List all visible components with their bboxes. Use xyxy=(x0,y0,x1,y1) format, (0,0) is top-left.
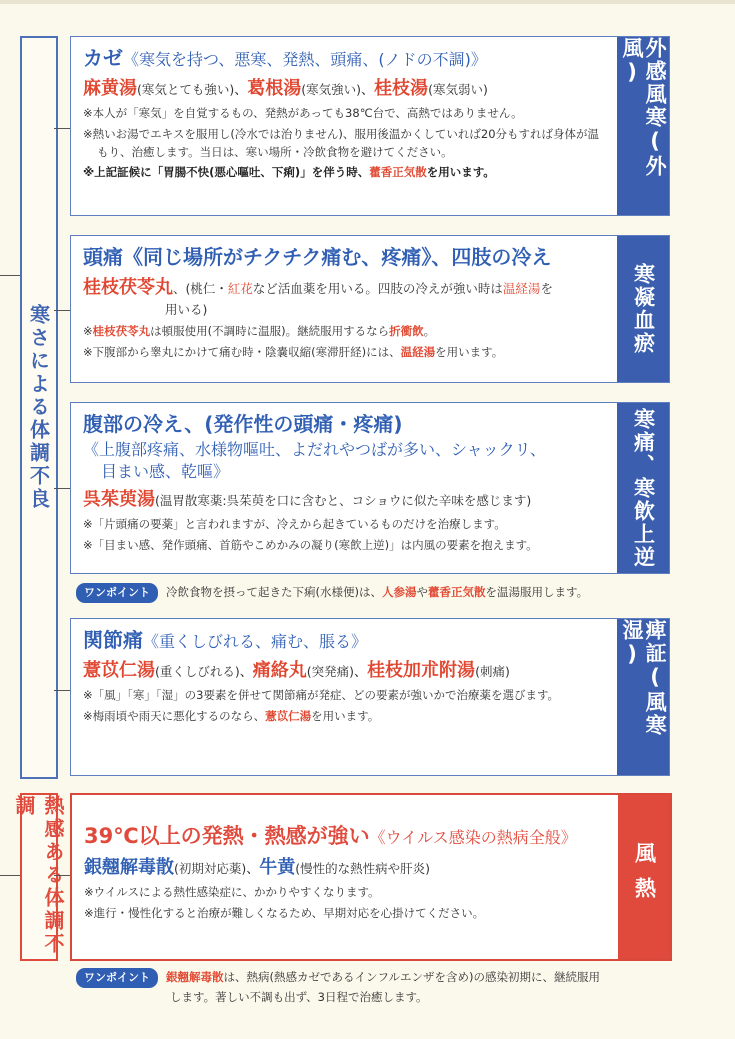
drug-name: 折衝飲 xyxy=(389,323,424,338)
drug-name: 薏苡仁湯 xyxy=(265,708,312,723)
section-side-label xyxy=(617,37,669,215)
drug-note-part: を xyxy=(540,281,553,296)
drug-name: 桂枝茯苓丸 xyxy=(83,277,173,298)
note-text: ※「目まい感、発作頭痛、首筋やこめかみの凝り(寒飲上逆)」は内風の要素を抱えます。 xyxy=(83,538,538,552)
note-text-part: を用います。 xyxy=(426,165,495,180)
section-title xyxy=(83,627,609,653)
drug-note: (寒気強い) xyxy=(301,82,362,97)
section-side-label xyxy=(617,236,669,382)
drug-note-part: 、(桃仁・ xyxy=(173,281,228,296)
note-text-part: ※梅雨頃や雨天に悪化するのなら、 xyxy=(83,708,266,723)
side-label-text: 痺証(風寒湿) xyxy=(620,619,668,737)
tip-line: します。著しい不調も出ず、3日程で治癒します。 xyxy=(170,989,428,1004)
note-text-part: を用います。 xyxy=(311,708,380,723)
drug-line: 銀翹解毒散(初期対応薬)、牛黄(慢性的な熱性病や肝炎) xyxy=(84,857,431,879)
section-title: 腹部の冷え、(発作性の頭痛・疼痛) xyxy=(83,412,403,436)
tip-text-part: を温湯服用します。 xyxy=(485,585,589,599)
title-subtitle: 《寒気を持つ、悪寒、発熱、頭痛、(ノドの不調)》 xyxy=(123,50,487,69)
category-cold-label: 寒さによる体調不良 xyxy=(26,304,51,511)
drug-name: 藿香正気散 xyxy=(427,585,486,599)
note-text xyxy=(83,344,609,362)
drug-note: (初期対応薬) xyxy=(174,861,247,877)
side-label-text: 風熱 xyxy=(632,842,657,912)
drug-note: (寒気とても強い) xyxy=(137,82,235,97)
drug-name: 桂枝湯 xyxy=(374,78,429,99)
drug-name: 痛絡丸 xyxy=(252,660,307,681)
drug-line: 麻黄湯(寒気とても強い)、葛根湯(寒気強い)、桂枝湯(寒気弱い) xyxy=(83,78,488,99)
drug-name: 銀翹解毒散 xyxy=(166,970,224,984)
drug-name: 葛根湯 xyxy=(247,78,302,99)
title-text: カゼ xyxy=(83,46,123,70)
tip-text-part: は、熱病(熱感カゼであるインフルエンザを含め)の感染初期に、継続服用 xyxy=(223,970,601,984)
section-subtitle xyxy=(83,439,609,482)
side-label-text: 寒凝血瘀 xyxy=(631,263,656,355)
drug-name: 銀翹解毒散 xyxy=(84,857,174,879)
section-abdominal-cold xyxy=(70,402,670,574)
title-text: 39℃以上の発熱・熱感が強い xyxy=(84,824,370,848)
category-heat-label: 熱感ある体調不調 xyxy=(12,795,65,956)
drug-line xyxy=(83,486,609,513)
drug-note: (刺痛) xyxy=(475,664,510,679)
bracket-line xyxy=(0,875,20,876)
section-title xyxy=(83,45,609,71)
section-side-label xyxy=(617,619,669,775)
drug-note-part: など活血薬を用いる。四肢の冷えが強い時は xyxy=(252,281,503,296)
section-side-label xyxy=(617,403,669,573)
tip-line xyxy=(76,968,600,988)
section-content xyxy=(83,45,609,182)
drug-name: 桂枝茯苓丸 xyxy=(92,323,151,338)
note-text: ※熱いお湯でエキスを服用し(冷水では治りません)、服用後温かくしていれば20分もすれば身体が温もり、治癒します。当日は、寒い場所・冷飲食物を避けてください。 xyxy=(83,126,600,159)
section-content xyxy=(83,627,609,726)
drug-name: 人参湯 xyxy=(381,585,417,599)
note-text-part: ※上記証候に「胃腸不快(悪心嘔吐、下痢)」を伴う時、 xyxy=(83,165,370,180)
side-label-text: 外感風寒(外風) xyxy=(620,37,668,178)
bracket-line xyxy=(54,690,70,691)
one-point-badge: ワンポイント xyxy=(76,968,158,988)
category-cold xyxy=(20,36,58,779)
section-side-label xyxy=(618,795,670,959)
section-common-cold xyxy=(70,36,670,216)
note-text: ※本人が「寒気」を自覚するもの、発熱があっても38℃台で、高熱ではありません。 xyxy=(83,106,523,120)
note-text xyxy=(83,708,609,726)
drug-name: 薏苡仁湯 xyxy=(83,660,155,681)
drug-note: (突発痛) xyxy=(306,664,355,679)
bracket-line xyxy=(0,275,20,276)
section-content xyxy=(83,411,609,555)
top-divider xyxy=(0,0,735,4)
drug-name: 温経湯 xyxy=(400,344,436,359)
bracket-line xyxy=(54,875,70,876)
drug-name: 桂枝加朮附湯 xyxy=(367,660,476,681)
note-text-part: は頓服使用(不調時に温服)。継続服用するなら xyxy=(150,323,390,338)
subtitle-line: 《上腹部疼痛、水様物嘔吐、よだれやつばが多い、シャックリ、 xyxy=(83,440,546,459)
note-text: ※桂枝茯苓丸は頓服使用(不調時に温服)。継続服用するなら折衝飲。 xyxy=(83,323,436,338)
note-text: ※「風」「寒」「湿」の3要素を併せて関節痛が発症、どの要素が強いかで治療薬を選びます。 xyxy=(83,688,560,702)
tip-text-part: 冷飲食物を摂って起きた下痢(水様便)は、 xyxy=(166,585,382,599)
note-text xyxy=(83,164,609,182)
drug-name: 呉茱萸湯 xyxy=(83,489,155,511)
drug-name: 温経湯 xyxy=(502,281,541,296)
section-content xyxy=(84,823,610,923)
one-point-tip xyxy=(76,968,600,1006)
title-subtitle: 《ウイルス感染の熱病全般》 xyxy=(369,828,577,847)
tip-text-part: や xyxy=(416,585,428,599)
side-label-text: 寒痛、寒飲上逆 xyxy=(631,407,656,569)
drug-note-continued: 用いる) xyxy=(165,302,208,317)
note-text-part: ※下腹部から睾丸にかけて痛む時・陰嚢収縮(寒滞肝経)には、 xyxy=(83,344,401,359)
drug-line: 薏苡仁湯(重くしびれる)、痛絡丸(突発痛)、桂枝加朮附湯(刺痛) xyxy=(83,660,510,681)
bracket-line xyxy=(54,488,70,489)
one-point-tip xyxy=(76,583,588,603)
drug-note: (寒気弱い) xyxy=(428,82,488,97)
subtitle-line: 目まい感、乾嘔》 xyxy=(101,461,230,481)
section-high-fever xyxy=(70,793,672,961)
note-text: ※「片頭痛の要薬」と言われますが、冷えから起きているものだけを治療します。 xyxy=(83,517,506,532)
note-text-part: 。 xyxy=(423,323,436,338)
bracket-line xyxy=(54,310,70,311)
section-headache xyxy=(70,235,670,383)
drug-name: 麻黄湯 xyxy=(83,78,137,99)
title-text: 関節痛 xyxy=(83,628,143,652)
section-title xyxy=(84,823,610,850)
note-text-part: を用います。 xyxy=(435,344,504,359)
note-text: ※進行・慢性化すると治療が難しくなるため、早期対応を心掛けてください。 xyxy=(84,906,485,921)
title-subtitle: 《重くしびれる、痛む、脹る》 xyxy=(143,632,368,651)
drug-note: (慢性的な熱性病や肝炎) xyxy=(295,861,431,877)
section-content xyxy=(83,244,609,361)
drug-name: 牛黄 xyxy=(259,857,296,879)
section-joint-pain xyxy=(70,618,670,776)
drug-note: (温胃散寒薬:呉茱萸を口に含むと、コショウに似た辛味を感じます) xyxy=(155,493,532,509)
drug-note xyxy=(173,281,553,296)
drug-name: 藿香正気散 xyxy=(369,165,427,180)
note-text: ※ウイルスによる熱性感染症に、かかりやすくなります。 xyxy=(84,885,380,900)
drug-note: (重くしびれる) xyxy=(155,664,240,679)
one-point-badge: ワンポイント xyxy=(76,583,158,603)
bracket-line xyxy=(54,128,70,129)
section-title: 頭痛《同じ場所がチクチク痛む、疼痛》、四肢の冷え xyxy=(83,245,552,269)
drug-line xyxy=(83,274,609,320)
category-heat xyxy=(12,793,65,961)
drug-name: 紅花 xyxy=(227,281,253,296)
